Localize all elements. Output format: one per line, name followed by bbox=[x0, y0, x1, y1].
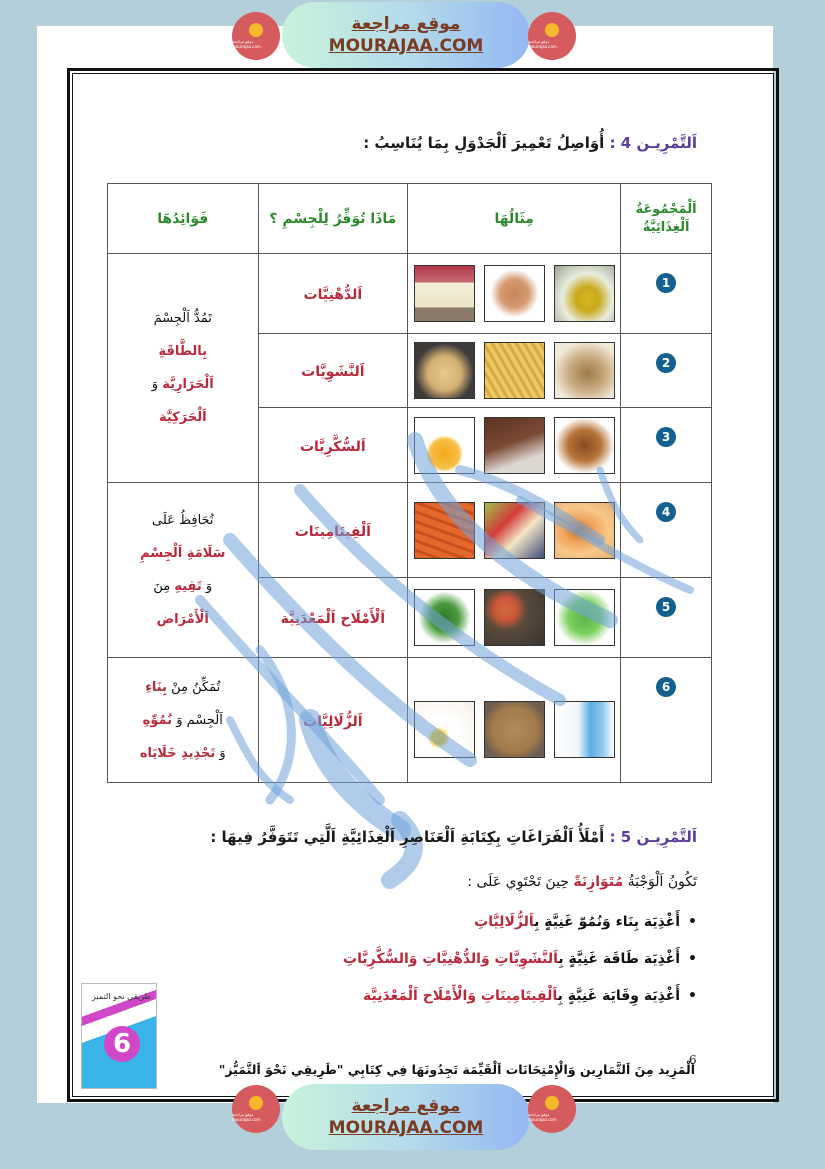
almonds-image bbox=[484, 265, 545, 322]
site-logo-badge-left[interactable] bbox=[232, 12, 280, 60]
book-grade: 6 bbox=[104, 1026, 140, 1062]
lentils-seeds-image bbox=[484, 589, 545, 646]
intro-answer: مُتَوَازِنَةً bbox=[573, 874, 624, 890]
number-badge: 3 bbox=[656, 427, 676, 447]
provides-cell[interactable] bbox=[258, 483, 408, 578]
logo-icon bbox=[249, 23, 263, 37]
site-name-arabic[interactable]: موقع مراجعة bbox=[351, 14, 461, 34]
bread-grains-image bbox=[554, 342, 615, 399]
book-title: طريقي نحو التميز bbox=[92, 992, 151, 1001]
group-number-cell bbox=[621, 658, 712, 783]
book-cover-image bbox=[81, 983, 157, 1089]
header-provides: مَاذَا تُوَفِّرُ لِلْجِسْمِ ؟ bbox=[258, 184, 408, 254]
list-item bbox=[343, 978, 697, 1015]
chickpeas-image bbox=[484, 701, 545, 758]
site-name-arabic[interactable]: موقع مراجعة bbox=[351, 1096, 461, 1116]
site-logo-badge-left-bottom[interactable] bbox=[232, 1085, 280, 1133]
exercise-5-label: اَلتَّمْرِيـن 5 : bbox=[609, 828, 697, 846]
benefits-building-cell bbox=[108, 658, 259, 783]
exercise-5-instruction: أَمْلَأُ اَلْفَرَاغَاتِ بِكِتَابَةِ اَلْعَنَاصِرِ اَلْغِذَائِيَّةِ اَلَّتِي تَتَوَفَّرُ فِيهَا : bbox=[210, 828, 605, 846]
examples-cell bbox=[408, 578, 621, 658]
benefit-text: تَمُدُّ اَلْجِسْمَ bbox=[153, 311, 212, 326]
provides-cell[interactable] bbox=[258, 408, 408, 483]
dates-image bbox=[554, 417, 615, 474]
site-logo-badge-right-bottom[interactable] bbox=[528, 1085, 576, 1133]
group-name: اَلدُّهْنِيَّات bbox=[303, 287, 363, 303]
number-badge: 4 bbox=[656, 502, 676, 522]
site-logo-badge-right[interactable] bbox=[528, 12, 576, 60]
benefit-answer: نُمُوِّهِ bbox=[142, 712, 173, 728]
honey-image bbox=[414, 417, 475, 474]
group-name: اَلْأَمْلَاح اَلْمَعْدَنِيَّة bbox=[280, 611, 386, 627]
table-row bbox=[108, 658, 712, 783]
number-badge: 2 bbox=[656, 353, 676, 373]
provides-cell[interactable] bbox=[258, 578, 408, 658]
melon-image bbox=[554, 502, 615, 559]
benefit-protection bbox=[108, 504, 258, 636]
chocolate-cake-image bbox=[484, 417, 545, 474]
badge-caption: موقع مراجعة mourajaa.com bbox=[232, 1112, 261, 1122]
group-name: اَلنَّشَوِيَّات bbox=[301, 364, 365, 380]
benefit-building bbox=[108, 671, 258, 770]
food-groups-table bbox=[107, 183, 712, 783]
benefit-answer: تَجْدِيدِ خَلَايَاه bbox=[139, 745, 216, 761]
benefit-text: وَ bbox=[219, 745, 226, 761]
bullet-answer[interactable]: اَلزُّلَالِيَّاتِ bbox=[474, 914, 535, 930]
lettuce-image bbox=[554, 589, 615, 646]
examples-cell bbox=[408, 658, 621, 783]
site-name-latin[interactable]: MOURAJAA.COM bbox=[328, 36, 484, 56]
header-group: اَلْمَجْمُوعَةُ اَلْغِذَائِيَّةُ bbox=[621, 184, 712, 254]
number-badge: 5 bbox=[656, 597, 676, 617]
footer-note: اَلْمَزِيد مِنَ اَلتَّمَارِين وَالْإِمْتِحَانَات اَلْقَيِّمَة تَجِدُونَهَا فِي كِتَابِي "طَرِيقِي نَحْوَ اَلتَّمَيُّز" bbox=[218, 1062, 695, 1077]
badge-caption: موقع مراجعة mourajaa.com bbox=[232, 39, 261, 49]
table-header-row bbox=[108, 184, 712, 254]
potatoes-image bbox=[414, 342, 475, 399]
site-banner-bottom[interactable] bbox=[282, 1084, 530, 1150]
group-name: اَلسُّكَّرِيَّات bbox=[299, 438, 366, 455]
benefit-answer: اَلْحَرَكِيَّة bbox=[158, 410, 207, 425]
eggs-image bbox=[414, 701, 475, 758]
olive-oil-image bbox=[554, 265, 615, 322]
benefit-text: وَ bbox=[205, 579, 213, 594]
exercise-5-intro bbox=[467, 874, 697, 890]
butter-image bbox=[414, 265, 475, 322]
benefit-text: تُمَكِّنُ مِنْ bbox=[171, 679, 221, 695]
benefit-text: اَلْجِسْم وَ bbox=[176, 712, 223, 728]
fruits-vegetables-image bbox=[484, 502, 545, 559]
table-row bbox=[108, 483, 712, 578]
benefits-protection-cell bbox=[108, 483, 259, 658]
benefits-energy-cell bbox=[108, 254, 259, 483]
header-benefits: فَوَائِدُهَا bbox=[108, 184, 259, 254]
group-name: اَلزُّلَالِيَّات bbox=[303, 713, 363, 730]
exercise-5-title bbox=[210, 828, 697, 846]
benefit-text: وَ bbox=[151, 377, 159, 392]
parsley-image bbox=[414, 589, 475, 646]
number-badge: 1 bbox=[656, 273, 676, 293]
site-name-latin[interactable]: MOURAJAA.COM bbox=[328, 1118, 484, 1138]
exercise-4-title bbox=[363, 134, 697, 152]
bullet-answer[interactable]: اَلْفِيتَامِينَاتِ وَالْأَمْلَاح اَلْمَعْدَنِيَّة bbox=[362, 988, 558, 1004]
group-number-cell bbox=[621, 408, 712, 483]
list-item bbox=[343, 904, 697, 941]
group-number-cell bbox=[621, 578, 712, 658]
benefit-energy bbox=[108, 302, 258, 434]
exercise-4-label: اَلتَّمْرِيـن 4 : bbox=[609, 134, 697, 152]
header-examples: مِثَالُهَا bbox=[408, 184, 621, 254]
badge-caption: موقع مراجعة mourajaa.com bbox=[528, 39, 557, 49]
intro-text: حِينَ تَحْتَوِي عَلَى : bbox=[467, 874, 569, 890]
exercise-5-bullet-list bbox=[343, 904, 697, 1015]
number-badge: 6 bbox=[656, 677, 676, 697]
table-row bbox=[108, 254, 712, 334]
benefit-answer: اَلْأَمْرَاض bbox=[156, 612, 209, 627]
examples-cell bbox=[408, 254, 621, 334]
benefit-answer: اَلْحَرَارِيَّة bbox=[162, 377, 214, 392]
benefit-answer: سَلَامَةِ اَلْجِسْمِ bbox=[140, 546, 226, 561]
group-number-cell bbox=[621, 483, 712, 578]
logo-icon bbox=[545, 1096, 559, 1110]
group-name: اَلْفِيتَامِينَات bbox=[294, 523, 371, 540]
milk-image bbox=[554, 701, 615, 758]
provides-cell[interactable] bbox=[258, 658, 408, 783]
benefit-answer: تَقِيهِ bbox=[174, 579, 202, 594]
site-banner-top[interactable] bbox=[282, 2, 530, 68]
list-item bbox=[343, 941, 697, 978]
examples-cell bbox=[408, 334, 621, 408]
badge-caption: موقع مراجعة mourajaa.com bbox=[528, 1112, 557, 1122]
page-number: 6 bbox=[689, 1053, 697, 1067]
examples-cell bbox=[408, 408, 621, 483]
provides-cell[interactable] bbox=[258, 254, 408, 334]
logo-icon bbox=[249, 1096, 263, 1110]
group-number-cell bbox=[621, 254, 712, 334]
bullet-answer[interactable]: اَلنَّشَوِيَّاتِ وَالدُّهْنِيَّاتِ وَالسُّكَّرِيَّاتِ bbox=[343, 951, 559, 967]
bullet-text: أَغْذِيَة بِنَاء وَنُمُوّ غَنِيَّةٍ بِ bbox=[534, 914, 681, 930]
bullet-text: أَغْذِيَة طَاقَة غَنِيَّةٍ بِ bbox=[558, 951, 681, 967]
benefit-text: تُحَافِظُ عَلَى bbox=[151, 513, 214, 528]
bullet-text: أَغْذِيَة وِقَايَة غَنِيَّةٍ بِ bbox=[557, 988, 681, 1004]
carrots-image bbox=[414, 502, 475, 559]
exercise-4-instruction: أُوَاصِلُ تَعْمِيرَ اَلْجَدْوَلِ بِمَا يُنَاسِبُ : bbox=[363, 134, 605, 152]
benefit-text: مِنَ bbox=[153, 579, 171, 594]
benefit-answer: بِنَاءِ bbox=[145, 679, 167, 695]
logo-icon bbox=[545, 23, 559, 37]
examples-cell bbox=[408, 483, 621, 578]
pasta-image bbox=[484, 342, 545, 399]
benefit-answer: بِالطَّاقَةِ bbox=[158, 344, 208, 359]
group-number-cell bbox=[621, 334, 712, 408]
provides-cell[interactable] bbox=[258, 334, 408, 408]
intro-text: تَكُونُ اَلْوَجْبَةُ bbox=[627, 874, 697, 890]
